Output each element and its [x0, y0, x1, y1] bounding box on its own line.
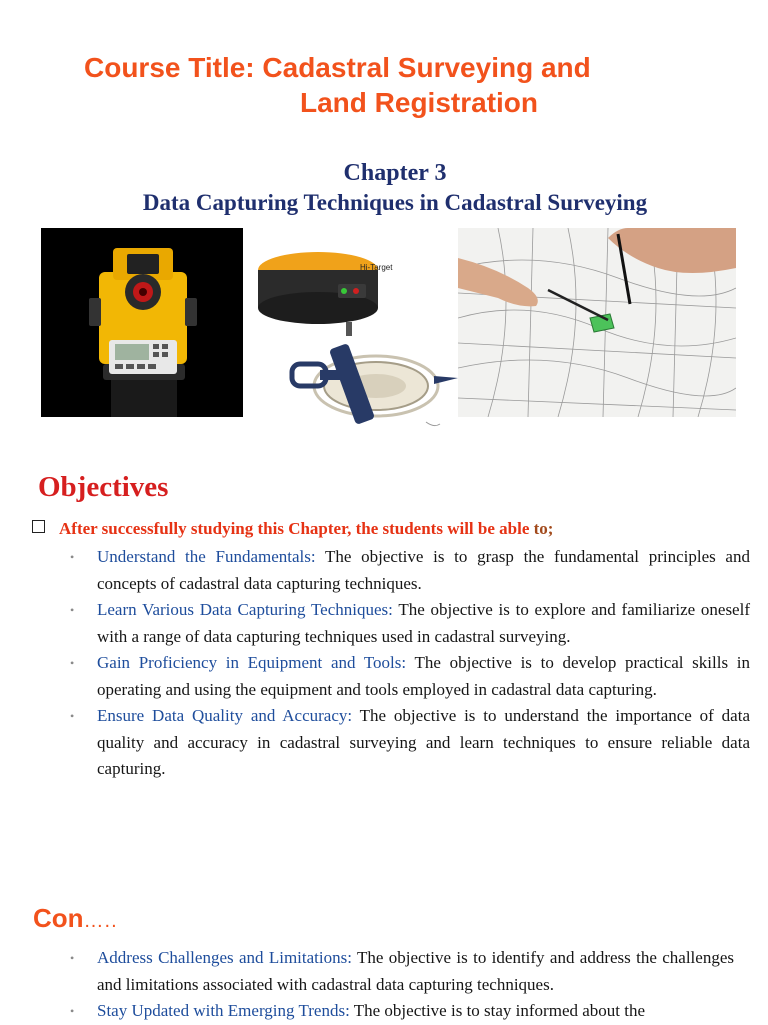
chapter-number: Chapter 3 [343, 160, 447, 186]
list-item [0, 945, 768, 998]
objective-lead: Address Challenges and Limitations: [97, 948, 352, 967]
objective-text: The objective is to develop practical skills in operating and using the equipment and tools employed in cadastral data capturing. [97, 653, 750, 699]
list-item [0, 703, 768, 783]
continued-heading [33, 902, 118, 937]
objective-lead: Ensure Data Quality and Accuracy: [97, 706, 353, 725]
course-title-line-1: Course Title: Cadastral Surveying and [84, 52, 591, 83]
course-title-line-2: Land Registration [300, 87, 539, 118]
objectives-list [0, 544, 768, 783]
gnss-receiver-image [248, 240, 456, 340]
chapter-title: Data Capturing Techniques in Cadastral Surveying [142, 190, 648, 215]
bullet-icon: • [70, 1004, 75, 1018]
continued-heading-dots: ….. [83, 910, 118, 932]
objectives-intro [32, 518, 553, 540]
objective-lead: Gain Proficiency in Equipment and Tools: [97, 653, 407, 672]
continued-objectives-list [0, 945, 768, 1025]
list-item [0, 998, 768, 1025]
total-station-image [41, 228, 243, 417]
list-item [0, 597, 768, 650]
checkbox-bullet-icon [32, 520, 45, 533]
objectives-intro-text: After successfully studying this Chapter, the students will be able [59, 519, 534, 538]
objective-text: The objective is to grasp the fundamental principles and concepts of cadastral data capturing techniques. [97, 547, 750, 593]
objective-lead: Learn Various Data Capturing Techniques: [97, 600, 393, 619]
list-item [0, 544, 768, 597]
list-item [0, 650, 768, 703]
measuring-tape-image [286, 338, 461, 432]
objective-text: The objective is to stay informed about the [349, 1001, 646, 1020]
bullet-icon: • [70, 603, 75, 617]
objective-text: The objective is to understand the importance of data quality and accuracy in cadastral surveying and learn techniques to ensure reliable data capturing. [97, 706, 750, 778]
objectives-intro-to: to; [533, 519, 554, 538]
bullet-icon: • [70, 550, 75, 564]
objective-text: The objective is to explore and familiarize oneself with a range of data capturing techniques used in cadastral surveying. [97, 600, 750, 646]
bullet-icon: • [70, 709, 75, 723]
gnss-brand-label: Hi-Target [360, 263, 393, 272]
objective-lead: Understand the Fundamentals: [97, 547, 316, 566]
objective-text: The objective is to identify and address the challenges and limitations associated with cadastral data capturing techniques. [97, 948, 734, 994]
bullet-icon: • [70, 951, 75, 965]
cadastral-map-image [458, 228, 736, 417]
bullet-icon: • [70, 656, 75, 670]
continued-heading-text: Con [33, 903, 84, 933]
objective-lead: Stay Updated with Emerging Trends: [97, 1001, 350, 1020]
objectives-heading: Objectives [38, 471, 169, 503]
